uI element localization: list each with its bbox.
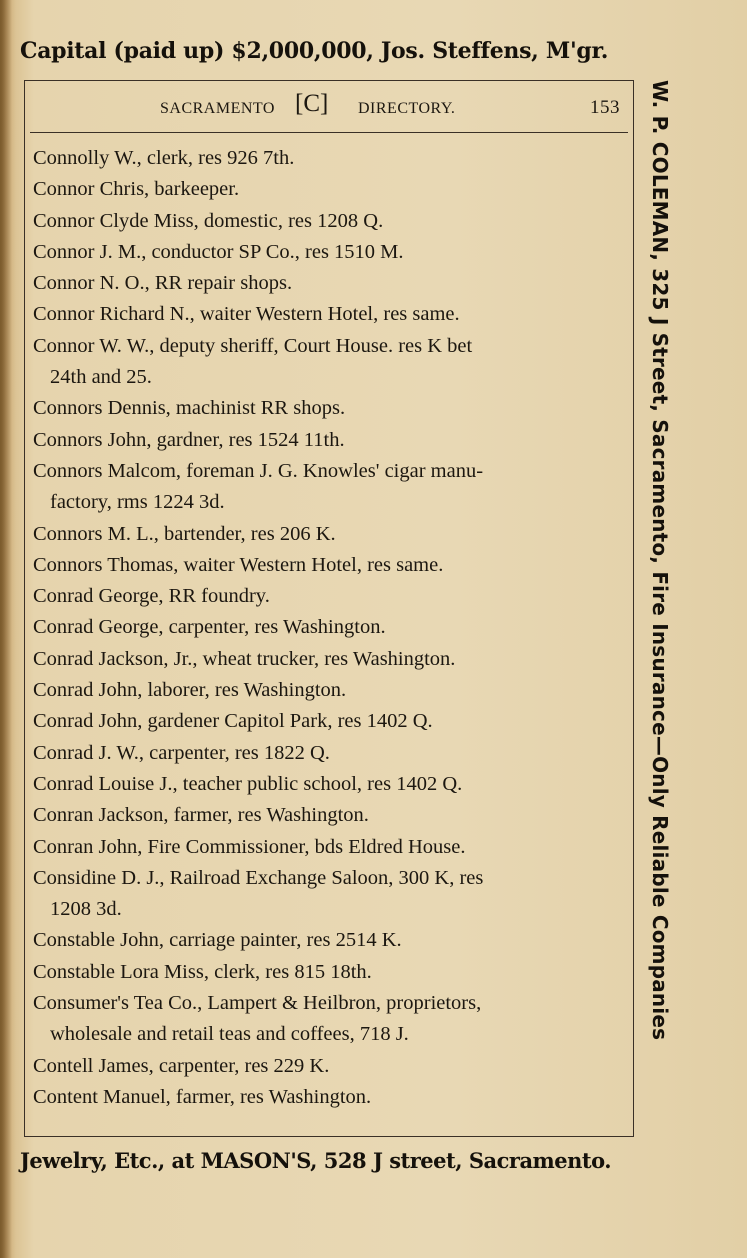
entry-text: Connolly W., clerk, res 926 7th. — [33, 147, 295, 169]
entry-text: Conrad J. W., carpenter, res 1822 Q. — [33, 741, 330, 764]
directory-entries — [33, 143, 623, 1113]
entry-text: Conrad John, laborer, res Washington. — [33, 679, 347, 702]
directory-entry — [33, 738, 623, 769]
directory-entry — [33, 612, 623, 643]
entry-continuation: 24th and 25. — [50, 366, 152, 389]
entry-text: Conran Jackson, farmer, res Washington. — [33, 804, 369, 827]
directory-entry — [33, 988, 623, 1051]
entry-text: Constable John, carriage painter, res 2514 K. — [33, 929, 402, 952]
directory-entry — [33, 519, 623, 550]
entry-text: Content Manuel, farmer, res Washington. — [33, 1085, 372, 1108]
directory-entry — [33, 832, 623, 863]
running-head-label: DIRECTORY. — [358, 100, 456, 117]
directory-entry — [33, 644, 623, 675]
entry-text: Conrad Jackson, Jr., wheat trucker, res Washington. — [33, 647, 456, 670]
directory-entry — [33, 1051, 623, 1082]
entry-text: Connor Clyde Miss, domestic, res 1208 Q. — [33, 209, 384, 232]
entry-text: Connors Malcom, foreman J. G. Knowles' cigar manu- — [33, 459, 484, 482]
directory-entry — [33, 425, 623, 456]
directory-entry — [33, 957, 623, 988]
entry-text: Connor W. W., deputy sheriff, Court House. res K bet — [33, 334, 473, 357]
entry-text: Connors M. L., bartender, res 206 K. — [33, 522, 336, 545]
running-head-city: SACRAMENTO — [160, 100, 275, 117]
directory-entry — [33, 268, 623, 299]
entry-text: Considine D. J., Railroad Exchange Saloon, 300 K, res — [33, 866, 484, 889]
entry-continuation: 1208 3d. — [50, 898, 122, 921]
side-advertisement — [642, 80, 677, 1150]
entry-text: Conrad John, gardener Capitol Park, res 1402 Q. — [33, 710, 433, 733]
directory-entry — [33, 581, 623, 612]
directory-entry — [33, 331, 623, 394]
entry-text: Connors John, gardner, res 1524 11th. — [33, 428, 345, 451]
entry-text: Contell James, carpenter, res 229 K. — [33, 1054, 330, 1077]
directory-entry — [33, 143, 623, 174]
page-number: 153 — [590, 97, 620, 118]
entry-text: Conrad Louise J., teacher public school, res 1402 Q. — [33, 772, 463, 795]
directory-entry — [33, 800, 623, 831]
directory-entry — [33, 456, 623, 519]
spine-shadow — [0, 0, 12, 1258]
entry-text: Connor J. M., conductor SP Co., res 1510 M. — [33, 240, 404, 263]
directory-entry — [33, 925, 623, 956]
directory-entry — [33, 1082, 623, 1113]
entry-text: Connors Dennis, machinist RR shops. — [33, 397, 346, 420]
directory-entry — [33, 174, 623, 205]
side-advertisement-text: W. P. COLEMAN, 325 J Street, Sacramento, Fire Insurance—Only Reliable Companies — [648, 80, 672, 1041]
entry-text: Connor Chris, barkeeper. — [33, 178, 240, 201]
entry-text: Connors Thomas, waiter Western Hotel, res same. — [33, 553, 444, 576]
entry-text: Conran John, Fire Commissioner, bds Eldred House. — [33, 835, 466, 858]
entry-continuation: factory, rms 1224 3d. — [50, 491, 225, 514]
directory-entry — [33, 237, 623, 268]
directory-entry — [33, 863, 623, 926]
directory-entry — [33, 206, 623, 237]
header-rule — [30, 132, 628, 133]
running-head-letter: [C] — [295, 90, 329, 117]
entry-continuation: wholesale and retail teas and coffees, 718 J. — [50, 1023, 409, 1046]
running-head — [160, 92, 630, 122]
entry-text: Conrad George, RR foundry. — [33, 585, 270, 608]
entry-text: Conrad George, carpenter, res Washington. — [33, 616, 386, 639]
entry-text: Constable Lora Miss, clerk, res 815 18th. — [33, 960, 372, 983]
entry-text: Connor N. O., RR repair shops. — [33, 272, 293, 295]
page-frame-top — [24, 80, 634, 81]
bottom-advertisement: Jewelry, Etc., at MASON'S, 528 J street, Sacramento. — [20, 1148, 612, 1173]
directory-entry — [33, 769, 623, 800]
directory-entry — [33, 299, 623, 330]
entry-text: Consumer's Tea Co., Lampert & Heilbron, proprietors, — [33, 992, 482, 1015]
top-advertisement: Capital (paid up) $2,000,000, Jos. Steffens, M'gr. — [20, 38, 609, 64]
directory-entry — [33, 706, 623, 737]
entry-text: Connor Richard N., waiter Western Hotel, res same. — [33, 303, 460, 326]
directory-entry — [33, 393, 623, 424]
directory-entry — [33, 550, 623, 581]
directory-entry — [33, 675, 623, 706]
